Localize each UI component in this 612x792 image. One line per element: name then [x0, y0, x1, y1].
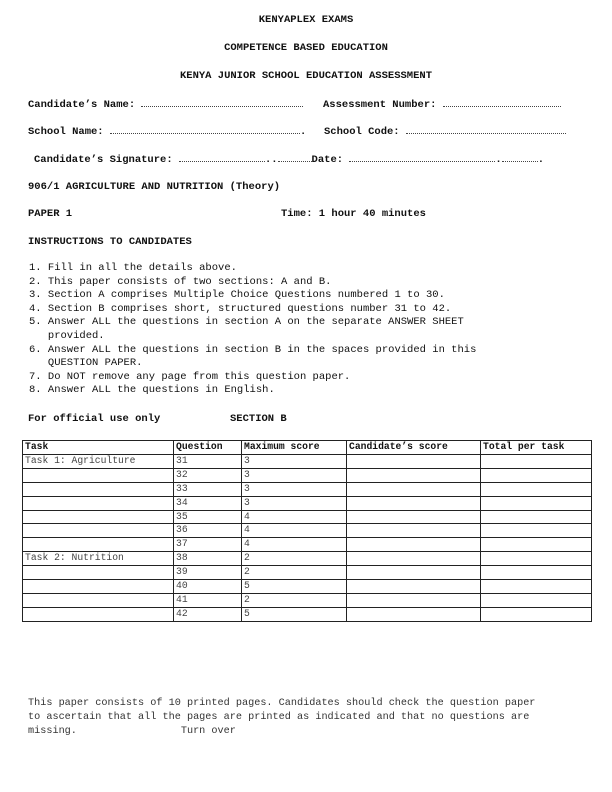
max-score-cell: 4	[242, 510, 347, 524]
candidate-score-cell[interactable]	[347, 566, 481, 580]
candidate-score-cell[interactable]	[347, 468, 481, 482]
school-name-field[interactable]	[28, 125, 306, 138]
school-code-label: School Code:	[324, 126, 400, 138]
assessment-number-field[interactable]	[323, 98, 561, 111]
task-cell	[23, 496, 174, 510]
candidate-score-cell[interactable]	[347, 552, 481, 566]
total-cell[interactable]	[481, 580, 592, 594]
date-line[interactable]	[349, 153, 495, 162]
max-score-cell: 2	[242, 552, 347, 566]
task-cell	[23, 482, 174, 496]
table-header-row	[23, 441, 592, 455]
assessment-number-label: Assessment Number:	[323, 99, 437, 111]
total-cell[interactable]	[481, 482, 592, 496]
date-label: Date:	[311, 154, 344, 166]
table-row	[23, 524, 592, 538]
school-name-label: School Name:	[28, 126, 104, 138]
table-row	[23, 580, 592, 594]
max-score-cell: 5	[242, 580, 347, 594]
task-cell: Task 1: Agriculture	[23, 454, 174, 468]
task-cell	[23, 607, 174, 621]
school-code-line[interactable]	[406, 125, 566, 134]
assessment-number-line[interactable]	[443, 98, 561, 107]
candidate-score-cell[interactable]	[347, 524, 481, 538]
paper-time: Time: 1 hour 40 minutes	[281, 208, 426, 220]
question-cell: 36	[174, 524, 242, 538]
candidate-score-cell[interactable]	[347, 496, 481, 510]
footer-line: This paper consists of 10 printed pages. Candidates should check the question paper	[28, 698, 536, 709]
instruction-line: 5. Answer ALL the questions in section A on the separate ANSWER SHEET	[29, 316, 464, 329]
total-cell[interactable]	[481, 496, 592, 510]
total-cell[interactable]	[481, 524, 592, 538]
question-cell: 39	[174, 566, 242, 580]
question-cell: 33	[174, 482, 242, 496]
instructions-list	[29, 262, 476, 398]
task-cell	[23, 524, 174, 538]
candidate-name-line[interactable]	[141, 98, 303, 107]
paper-number: PAPER 1	[28, 208, 73, 220]
candidate-score-cell[interactable]	[347, 510, 481, 524]
question-cell: 38	[174, 552, 242, 566]
total-cell[interactable]	[481, 566, 592, 580]
candidate-score-cell[interactable]	[347, 580, 481, 594]
task-cell	[23, 566, 174, 580]
header-question: Question	[174, 441, 242, 455]
instruction-line: 3. Section A comprises Multiple Choice Questions numbered 1 to 30.	[29, 289, 445, 302]
task-cell: Task 2: Nutrition	[23, 552, 174, 566]
candidate-score-cell[interactable]	[347, 593, 481, 607]
date-end-dot: .	[537, 154, 544, 166]
instruction-line: 1. Fill in all the details above.	[29, 262, 237, 274]
exam-body-title: KENYAPLEX EXAMS	[258, 14, 354, 26]
max-score-cell: 3	[242, 468, 347, 482]
total-cell[interactable]	[481, 538, 592, 552]
assessment-title: KENYA JUNIOR SCHOOL EDUCATION ASSESSMENT	[179, 70, 433, 82]
candidate-name-field[interactable]	[28, 98, 303, 111]
header-task: Task	[23, 441, 174, 455]
table-row	[23, 538, 592, 552]
question-cell: 31	[174, 454, 242, 468]
total-cell[interactable]	[481, 468, 592, 482]
signature-line-extra[interactable]	[278, 153, 312, 162]
max-score-cell: 4	[242, 524, 347, 538]
total-cell[interactable]	[481, 607, 592, 621]
section-b-label: SECTION B	[230, 413, 287, 425]
task-cell	[23, 510, 174, 524]
instruction-line: QUESTION PAPER.	[29, 357, 143, 370]
candidate-score-cell[interactable]	[347, 607, 481, 621]
task-cell	[23, 468, 174, 482]
curriculum-title: COMPETENCE BASED EDUCATION	[224, 42, 388, 54]
school-name-end-dot: .	[299, 126, 307, 138]
footer-line: missing. Turn over	[28, 726, 236, 738]
question-cell: 32	[174, 468, 242, 482]
max-score-cell: 3	[242, 482, 347, 496]
instruction-line: 2. This paper consists of two sections: A and B.	[29, 275, 332, 288]
footer-line: to ascertain that all the pages are printed as indicated and that no questions are	[28, 712, 530, 724]
max-score-cell: 2	[242, 566, 347, 580]
table-row	[23, 510, 592, 524]
table-row	[23, 496, 592, 510]
date-line-extra[interactable]	[502, 153, 538, 162]
table-row	[23, 593, 592, 607]
question-cell: 37	[174, 538, 242, 552]
max-score-cell: 3	[242, 454, 347, 468]
instruction-line: 8. Answer ALL the questions in English.	[29, 384, 275, 397]
footer-note	[28, 697, 535, 740]
instructions-heading: INSTRUCTIONS TO CANDIDATES	[28, 236, 192, 248]
table-row	[23, 607, 592, 621]
instruction-line: provided.	[29, 329, 105, 342]
total-cell[interactable]	[481, 593, 592, 607]
task-cell	[23, 580, 174, 594]
score-table	[22, 440, 592, 622]
question-cell: 34	[174, 496, 242, 510]
header-total-per-task: Total per task	[481, 441, 592, 455]
max-score-cell: 3	[242, 496, 347, 510]
max-score-cell: 4	[242, 538, 347, 552]
total-cell[interactable]	[481, 454, 592, 468]
max-score-cell: 2	[242, 593, 347, 607]
table-row	[23, 552, 592, 566]
header-candidate-score: Candidate’s score	[347, 441, 481, 455]
signature-sep: ..	[264, 154, 278, 166]
candidate-score-cell[interactable]	[347, 454, 481, 468]
table-row	[23, 468, 592, 482]
question-cell: 35	[174, 510, 242, 524]
task-cell	[23, 538, 174, 552]
header-maximum-score: Maximum score	[242, 441, 347, 455]
instruction-line: 7. Do NOT remove any page from this question paper.	[29, 370, 351, 383]
question-cell: 40	[174, 580, 242, 594]
table-row	[23, 482, 592, 496]
candidate-score-cell[interactable]	[347, 538, 481, 552]
task-cell	[23, 593, 174, 607]
question-cell: 42	[174, 607, 242, 621]
question-cell: 41	[174, 593, 242, 607]
candidate-name-label: Candidate’s Name:	[28, 99, 136, 111]
total-cell[interactable]	[481, 552, 592, 566]
max-score-cell: 5	[242, 607, 347, 621]
official-use-label: For official use only	[28, 413, 161, 425]
instruction-line: 4. Section B comprises short, structured questions number 31 to 42.	[29, 302, 452, 315]
table-row	[23, 454, 592, 468]
instruction-line: 6. Answer ALL the questions in section B in the spaces provided in this	[29, 343, 477, 356]
total-cell[interactable]	[481, 510, 592, 524]
school-name-line[interactable]	[110, 125, 300, 134]
paper-title: 906/1 AGRICULTURE AND NUTRITION (Theory)	[28, 181, 281, 193]
table-row	[23, 566, 592, 580]
signature-field[interactable]	[34, 153, 544, 166]
school-code-field[interactable]	[324, 125, 566, 138]
date-sep: .	[495, 154, 502, 166]
signature-label: Candidate’s Signature:	[34, 154, 173, 166]
candidate-score-cell[interactable]	[347, 482, 481, 496]
signature-line[interactable]	[179, 153, 265, 162]
